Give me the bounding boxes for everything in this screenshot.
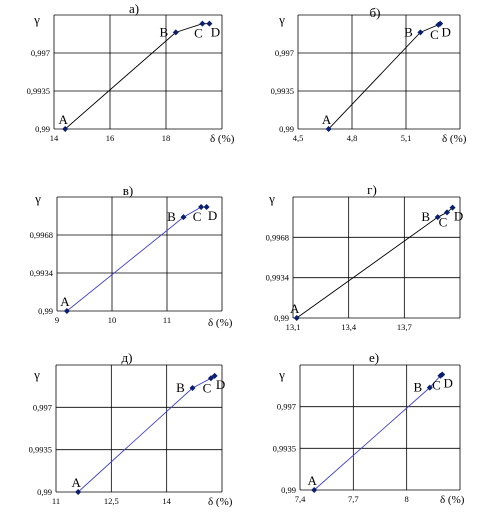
x-axis-label: δ (%) bbox=[208, 317, 233, 329]
chart-panel-3 bbox=[30, 183, 233, 329]
point-label-d: D bbox=[215, 376, 226, 392]
y-axis-label: γ bbox=[34, 367, 40, 382]
point-label-d: D bbox=[210, 24, 221, 40]
point-label-b: B bbox=[413, 379, 423, 395]
x-tick-label: 5,1 bbox=[400, 133, 412, 143]
point-label-c: C bbox=[194, 25, 203, 41]
y-tick-label: 0,99 bbox=[274, 313, 289, 323]
y-axis-label: γ bbox=[35, 191, 41, 206]
chart-title: в) bbox=[122, 183, 134, 198]
series-line bbox=[314, 375, 442, 490]
y-tick-label: 0,9935 bbox=[272, 443, 296, 454]
chart-title: а) bbox=[128, 1, 140, 16]
x-tick-label: 10 bbox=[107, 315, 117, 325]
y-tick-label: 0,997 bbox=[274, 48, 294, 58]
point-label-d: D bbox=[443, 375, 453, 391]
point-label-a: A bbox=[58, 112, 68, 127]
y-axis-label: γ bbox=[279, 367, 285, 382]
x-tick-label: 14 bbox=[162, 496, 171, 506]
y-tick-label: 0,9934 bbox=[29, 268, 53, 278]
point-label-b: B bbox=[176, 379, 185, 395]
y-tick-label: 0,9968 bbox=[29, 230, 53, 240]
x-tick-label: 7,7 bbox=[348, 494, 359, 504]
y-axis-label: γ bbox=[34, 12, 40, 27]
y-tick-label: 0,997 bbox=[276, 401, 296, 412]
y-axis-label: γ bbox=[279, 12, 285, 27]
y-tick-label: 0,99 bbox=[279, 124, 294, 134]
chart-title: е) bbox=[368, 350, 380, 365]
point-label-a: A bbox=[321, 112, 332, 127]
x-tick-label: 8 bbox=[404, 494, 409, 504]
x-tick-label: 12,5 bbox=[103, 496, 119, 506]
y-tick-label: 0,99 bbox=[35, 124, 50, 134]
x-tick-label: 4,8 bbox=[346, 133, 358, 143]
point-label-c: C bbox=[438, 214, 448, 230]
x-axis-label: δ (%) bbox=[210, 133, 235, 145]
y-tick-label: 0,9968 bbox=[265, 232, 289, 243]
x-tick-label: 13,4 bbox=[341, 322, 357, 332]
point-label-d: D bbox=[207, 208, 218, 224]
x-tick-label: 14 bbox=[49, 133, 59, 143]
y-tick-label: 0,9934 bbox=[265, 272, 289, 283]
chart-panel-6 bbox=[273, 350, 465, 506]
point-label-a: A bbox=[290, 301, 300, 316]
x-tick-label: 11 bbox=[51, 496, 61, 506]
y-tick-label: 0,9935 bbox=[270, 86, 294, 96]
y-tick-label: 0,997 bbox=[30, 48, 50, 58]
point-label-b: B bbox=[167, 209, 176, 225]
x-axis-label: δ (%) bbox=[440, 494, 465, 506]
y-tick-label: 0,997 bbox=[32, 402, 52, 413]
chart-title: д) bbox=[121, 350, 133, 365]
y-axis-label: γ bbox=[269, 191, 275, 206]
y-tick-label: 0,99 bbox=[38, 306, 53, 316]
series-line bbox=[78, 376, 214, 492]
x-tick-label: 4,5 bbox=[292, 133, 304, 143]
point-label-a: A bbox=[71, 475, 81, 490]
point-label-d: D bbox=[453, 208, 464, 224]
x-tick-label: 16 bbox=[105, 133, 115, 143]
series-line bbox=[65, 24, 209, 129]
y-tick-label: 0,99 bbox=[37, 487, 52, 497]
series-line bbox=[329, 24, 441, 129]
x-axis-label: δ (%) bbox=[208, 496, 233, 508]
x-axis-label: δ (%) bbox=[442, 133, 467, 145]
point-label-c: C bbox=[432, 377, 441, 393]
y-tick-label: 0,9935 bbox=[28, 444, 52, 455]
point-label-d: D bbox=[441, 24, 451, 40]
chart-panel-1 bbox=[27, 1, 235, 145]
point-label-c: C bbox=[192, 209, 202, 225]
x-tick-label: 13,7 bbox=[396, 322, 412, 332]
x-tick-label: 7,4 bbox=[294, 494, 306, 504]
point-label-a: A bbox=[60, 294, 70, 309]
point-label-b: B bbox=[404, 24, 413, 40]
chart-panel-4 bbox=[266, 182, 464, 332]
x-tick-label: 18 bbox=[161, 133, 171, 143]
point-label-c: C bbox=[202, 380, 212, 396]
point-label-b: B bbox=[421, 209, 431, 225]
series-line bbox=[67, 207, 207, 311]
y-tick-label: 0,99 bbox=[281, 485, 296, 495]
y-tick-label: 0,9935 bbox=[26, 86, 50, 96]
point-label-c: C bbox=[430, 26, 439, 42]
point-label-b: B bbox=[159, 24, 169, 40]
x-tick-label: 9 bbox=[54, 315, 60, 325]
series-line bbox=[297, 208, 453, 318]
chart-panel-5 bbox=[29, 350, 233, 508]
x-tick-label: 11 bbox=[162, 315, 172, 325]
chart-title: б) bbox=[369, 5, 381, 20]
x-tick-label: 13,1 bbox=[285, 322, 301, 332]
point-label-a: A bbox=[307, 473, 317, 488]
chart-panel-2 bbox=[271, 5, 467, 145]
chart-title: г) bbox=[367, 182, 377, 197]
